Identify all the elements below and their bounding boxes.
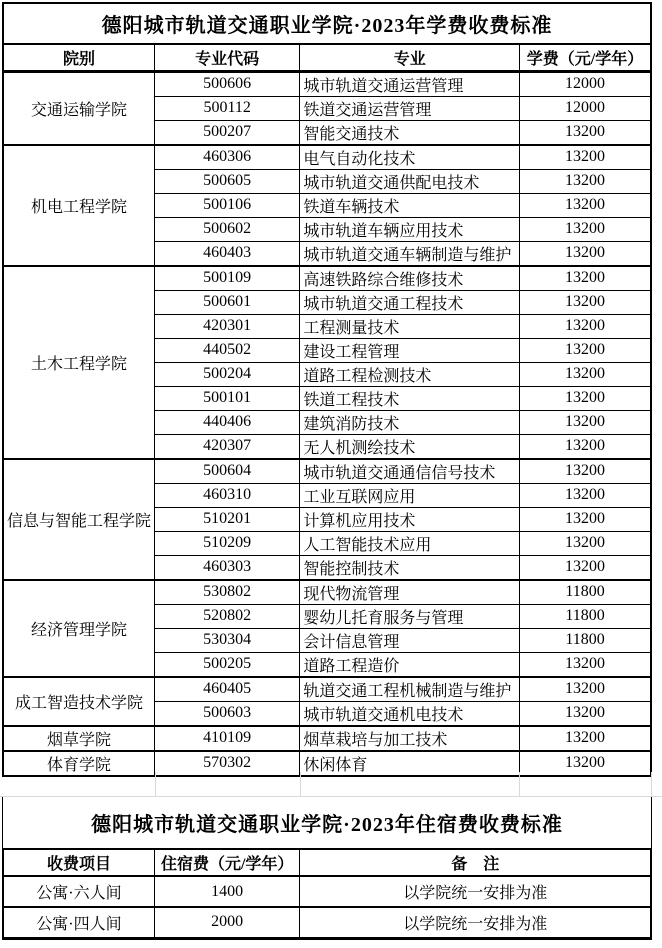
major-code-cell: 440502 bbox=[154, 338, 299, 362]
major-name-cell: 智能控制技术 bbox=[300, 555, 520, 580]
major-name-cell: 人工智能技术应用 bbox=[300, 531, 520, 555]
tuition-fee-cell: 13200 bbox=[520, 701, 651, 726]
tuition-table bbox=[2, 43, 652, 777]
tuition-fee-cell: 13200 bbox=[520, 751, 651, 776]
tuition-fee-cell: 13200 bbox=[520, 338, 651, 362]
tuition-fee-cell: 13200 bbox=[520, 241, 651, 266]
tuition-fee-cell: 13200 bbox=[520, 362, 651, 386]
tuition-fee-cell: 13200 bbox=[520, 531, 651, 555]
major-code-cell: 570302 bbox=[154, 751, 299, 776]
tuition-fee-cell: 12000 bbox=[520, 71, 651, 96]
major-code-cell: 510201 bbox=[154, 507, 299, 531]
major-code-cell: 500101 bbox=[154, 386, 299, 410]
tuition-fee-cell: 13200 bbox=[520, 217, 651, 241]
major-name-cell: 工业互联网应用 bbox=[300, 483, 520, 507]
major-name-cell: 无人机测绘技术 bbox=[300, 434, 520, 459]
tuition-fee-cell: 13200 bbox=[520, 120, 651, 145]
major-name-cell: 婴幼儿托育服务与管理 bbox=[300, 604, 520, 628]
table-row bbox=[3, 145, 651, 170]
major-name-cell: 城市轨道交通供配电技术 bbox=[300, 169, 520, 193]
major-name-cell: 智能交通技术 bbox=[300, 120, 520, 145]
major-column-header: 专业 bbox=[300, 44, 520, 71]
tuition-table-body bbox=[3, 71, 651, 776]
dorm-fee-cell: 2000 bbox=[154, 907, 299, 938]
major-name-cell: 城市轨道交通工程技术 bbox=[300, 290, 520, 314]
tuition-fee-cell: 13200 bbox=[520, 145, 651, 170]
tuition-fee-cell: 11800 bbox=[520, 604, 651, 628]
tuition-fee-cell: 13200 bbox=[520, 555, 651, 580]
major-code-cell: 500112 bbox=[154, 96, 299, 120]
college-cell: 交通运输学院 bbox=[3, 71, 154, 145]
dorm-fee-column-header: 住宿费（元/学年） bbox=[154, 849, 299, 876]
major-name-cell: 烟草栽培与加工技术 bbox=[300, 726, 520, 751]
note-column-header: 备 注 bbox=[300, 849, 651, 876]
major-code-cell: 530802 bbox=[154, 580, 299, 605]
major-name-cell: 休闲体育 bbox=[300, 751, 520, 776]
major-code-cell: 420301 bbox=[154, 314, 299, 338]
faint-gridline-vertical bbox=[519, 772, 520, 796]
major-name-cell: 城市轨道交通车辆制造与维护 bbox=[300, 241, 520, 266]
major-name-cell: 建筑消防技术 bbox=[300, 410, 520, 434]
major-code-cell: 500204 bbox=[154, 362, 299, 386]
major-name-cell: 铁道交通运营管理 bbox=[300, 96, 520, 120]
table-row bbox=[3, 71, 651, 96]
major-code-cell: 410109 bbox=[154, 726, 299, 751]
major-code-cell: 500603 bbox=[154, 701, 299, 726]
tuition-fee-cell: 13200 bbox=[520, 507, 651, 531]
tuition-fee-cell: 13200 bbox=[520, 290, 651, 314]
major-name-cell: 会计信息管理 bbox=[300, 628, 520, 652]
tuition-fee-cell: 13200 bbox=[520, 193, 651, 217]
college-cell: 烟草学院 bbox=[3, 726, 154, 751]
college-column-header: 院别 bbox=[3, 44, 154, 71]
table-row bbox=[3, 580, 651, 605]
header-row bbox=[3, 849, 651, 876]
major-name-cell: 轨道交通工程机械制造与维护 bbox=[300, 677, 520, 702]
major-code-cell: 510209 bbox=[154, 531, 299, 555]
tuition-fee-cell: 13200 bbox=[520, 169, 651, 193]
major-code-cell: 420307 bbox=[154, 434, 299, 459]
major-name-cell: 现代物流管理 bbox=[300, 580, 520, 605]
dorm-table bbox=[2, 848, 652, 940]
major-name-cell: 城市轨道车辆应用技术 bbox=[300, 217, 520, 241]
major-code-cell: 500604 bbox=[154, 459, 299, 484]
table-row bbox=[3, 459, 651, 484]
tuition-table-title: 德阳城市轨道交通职业学院·2023年学费收费标准 bbox=[2, 2, 652, 43]
major-name-cell: 铁道工程技术 bbox=[300, 386, 520, 410]
charge-item-cell: 公寓·四人间 bbox=[3, 907, 154, 938]
tuition-fee-cell: 11800 bbox=[520, 628, 651, 652]
major-name-cell: 城市轨道交通运营管理 bbox=[300, 71, 520, 96]
major-code-cell: 460306 bbox=[154, 145, 299, 170]
table-row bbox=[3, 876, 651, 907]
major-code-cell: 500207 bbox=[154, 120, 299, 145]
major-name-cell: 电气自动化技术 bbox=[300, 145, 520, 170]
table-row bbox=[3, 751, 651, 776]
college-cell: 经济管理学院 bbox=[3, 580, 154, 677]
major-code-cell: 440406 bbox=[154, 410, 299, 434]
major-code-cell: 500605 bbox=[154, 169, 299, 193]
tuition-fee-cell: 13200 bbox=[520, 726, 651, 751]
tuition-fee-cell: 13200 bbox=[520, 314, 651, 338]
fee-column-header: 学费（元/学年） bbox=[520, 44, 651, 71]
dorm-table-body bbox=[3, 876, 651, 938]
tuition-fee-cell: 13200 bbox=[520, 434, 651, 459]
major-code-cell: 460403 bbox=[154, 241, 299, 266]
charge-item-cell: 公寓·六人间 bbox=[3, 876, 154, 907]
table-row bbox=[3, 907, 651, 938]
major-code-cell: 500205 bbox=[154, 652, 299, 677]
tuition-fee-cell: 13200 bbox=[520, 652, 651, 677]
item-column-header: 收费项目 bbox=[3, 849, 154, 876]
major-code-cell: 500601 bbox=[154, 290, 299, 314]
major-name-cell: 城市轨道交通机电技术 bbox=[300, 701, 520, 726]
major-code-cell: 500606 bbox=[154, 71, 299, 96]
tuition-fee-cell: 12000 bbox=[520, 96, 651, 120]
tuition-fee-cell: 13200 bbox=[520, 483, 651, 507]
college-cell: 土木工程学院 bbox=[3, 266, 154, 459]
major-code-cell: 500602 bbox=[154, 217, 299, 241]
tuition-table-header bbox=[3, 44, 651, 71]
college-cell: 机电工程学院 bbox=[3, 145, 154, 266]
table-row bbox=[3, 726, 651, 751]
major-name-cell: 道路工程造价 bbox=[300, 652, 520, 677]
major-name-cell: 工程测量技术 bbox=[300, 314, 520, 338]
major-name-cell: 高速铁路综合维修技术 bbox=[300, 266, 520, 291]
major-name-cell: 建设工程管理 bbox=[300, 338, 520, 362]
college-cell: 体育学院 bbox=[3, 751, 154, 776]
tuition-fee-cell: 13200 bbox=[520, 386, 651, 410]
dorm-fee-cell: 1400 bbox=[154, 876, 299, 907]
faint-gridline-vertical bbox=[300, 772, 301, 796]
major-code-cell: 460303 bbox=[154, 555, 299, 580]
code-column-header: 专业代码 bbox=[154, 44, 299, 71]
major-code-cell: 460405 bbox=[154, 677, 299, 702]
faint-gridline-vertical bbox=[155, 772, 156, 796]
note-cell: 以学院统一安排为准 bbox=[300, 907, 651, 938]
major-name-cell: 城市轨道交通通信信号技术 bbox=[300, 459, 520, 484]
dorm-table-title: 德阳城市轨道交通职业学院·2023年住宿费收费标准 bbox=[2, 797, 652, 848]
major-code-cell: 520802 bbox=[154, 604, 299, 628]
table-row bbox=[3, 266, 651, 291]
major-code-cell: 500109 bbox=[154, 266, 299, 291]
table-row bbox=[3, 677, 651, 702]
tuition-fee-cell: 13200 bbox=[520, 677, 651, 702]
faint-gridline-vertical bbox=[651, 772, 652, 796]
dorm-table-header bbox=[3, 849, 651, 876]
tuition-fee-cell: 13200 bbox=[520, 266, 651, 291]
tuition-fee-cell: 13200 bbox=[520, 410, 651, 434]
college-cell: 信息与智能工程学院 bbox=[3, 459, 154, 580]
major-code-cell: 460310 bbox=[154, 483, 299, 507]
major-name-cell: 计算机应用技术 bbox=[300, 507, 520, 531]
tuition-fee-cell: 11800 bbox=[520, 580, 651, 605]
note-cell: 以学院统一安排为准 bbox=[300, 876, 651, 907]
major-name-cell: 铁道车辆技术 bbox=[300, 193, 520, 217]
header-row bbox=[3, 44, 651, 71]
major-code-cell: 530304 bbox=[154, 628, 299, 652]
major-code-cell: 500106 bbox=[154, 193, 299, 217]
major-name-cell: 道路工程检测技术 bbox=[300, 362, 520, 386]
college-cell: 成工智造技术学院 bbox=[3, 677, 154, 726]
tuition-fee-cell: 13200 bbox=[520, 459, 651, 484]
